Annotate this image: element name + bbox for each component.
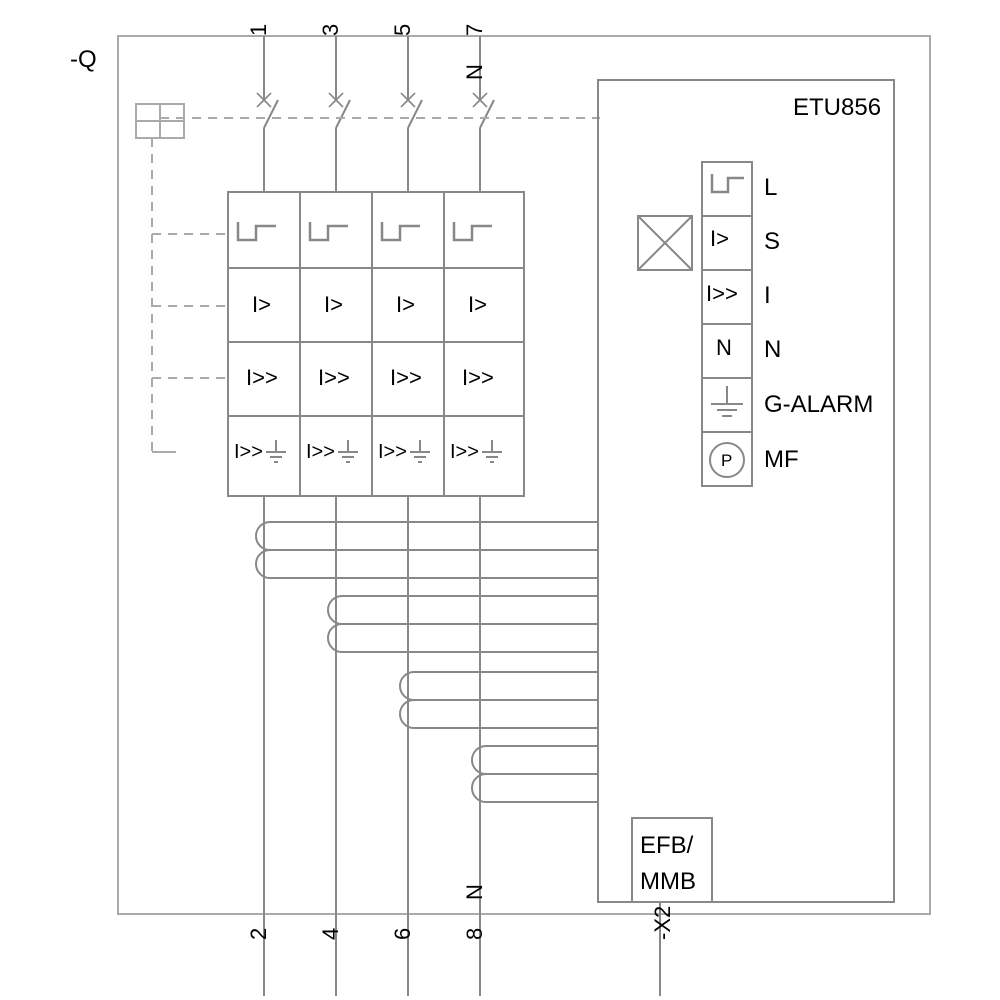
etu-label-mf: MF: [764, 446, 799, 473]
etu-type-label: ETU856: [793, 94, 882, 121]
drive-symbol-icon: [136, 104, 184, 138]
ground-fault-label-pole-2: I>>: [306, 441, 335, 463]
terminal-label-bottom-4: 4: [318, 927, 343, 940]
short-circuit-label-pole-3: I>>: [390, 365, 422, 390]
short-circuit-label-pole-2: I>>: [318, 365, 350, 390]
pole-matrix: [228, 192, 524, 496]
main-contacts: [264, 100, 494, 192]
contact-cross-icons: [257, 93, 487, 107]
etu-label-I: I: [764, 282, 771, 309]
x2-terminal-label: -X2: [650, 905, 675, 940]
etu-contact-icon: [712, 174, 744, 192]
terminal-label-bottom-8: 8: [462, 927, 487, 940]
short-circuit-label-pole-4: I>>: [462, 365, 494, 390]
etu-symbol-neutral: N: [716, 335, 732, 360]
pole-contact-icons: [238, 222, 492, 240]
ground-fault-label-pole-1: I>>: [234, 441, 263, 463]
etu-label-S: S: [764, 228, 781, 255]
etu-symbol-short-circuit: I>>: [706, 281, 738, 306]
etu-function-column: [702, 162, 752, 486]
terminal-label-top-5: 5: [390, 23, 415, 36]
top-conductors: [264, 36, 480, 100]
etu-label-N: N: [764, 336, 782, 363]
overload-label-pole-1: I>: [252, 292, 271, 317]
terminal-label-bottom-2: 2: [246, 927, 271, 940]
ground-fault-label-pole-4: I>>: [450, 441, 479, 463]
etu-symbol-overload: I>: [710, 226, 729, 251]
efb-module-line2: MMB: [640, 868, 696, 895]
etu-symbol-measure: P: [721, 451, 733, 470]
etu-crossed-box-icon: [638, 216, 692, 270]
neutral-label-bottom: N: [462, 884, 487, 900]
etu-frame: [598, 80, 894, 902]
overload-label-pole-4: I>: [468, 292, 487, 317]
neutral-label-top: N: [462, 64, 487, 80]
efb-module-line1: EFB/: [640, 832, 694, 859]
device-designation-label: -Q: [70, 46, 97, 73]
terminal-label-top-3: 3: [318, 23, 343, 36]
current-transformer-loops: [256, 522, 598, 802]
etu-ground-icon: [711, 386, 743, 416]
bottom-conductors: [264, 496, 480, 996]
short-circuit-label-pole-1: I>>: [246, 365, 278, 390]
trip-unit-linkage: [152, 138, 232, 452]
etu-label-L: L: [764, 174, 778, 201]
etu-label-g-alarm: G-ALARM: [764, 391, 874, 418]
terminal-label-top-1: 1: [246, 23, 271, 36]
overload-label-pole-3: I>: [396, 292, 415, 317]
terminal-label-bottom-6: 6: [390, 927, 415, 940]
terminal-label-top-7: 7: [462, 23, 487, 36]
overload-label-pole-2: I>: [324, 292, 343, 317]
ground-fault-label-pole-3: I>>: [378, 441, 407, 463]
